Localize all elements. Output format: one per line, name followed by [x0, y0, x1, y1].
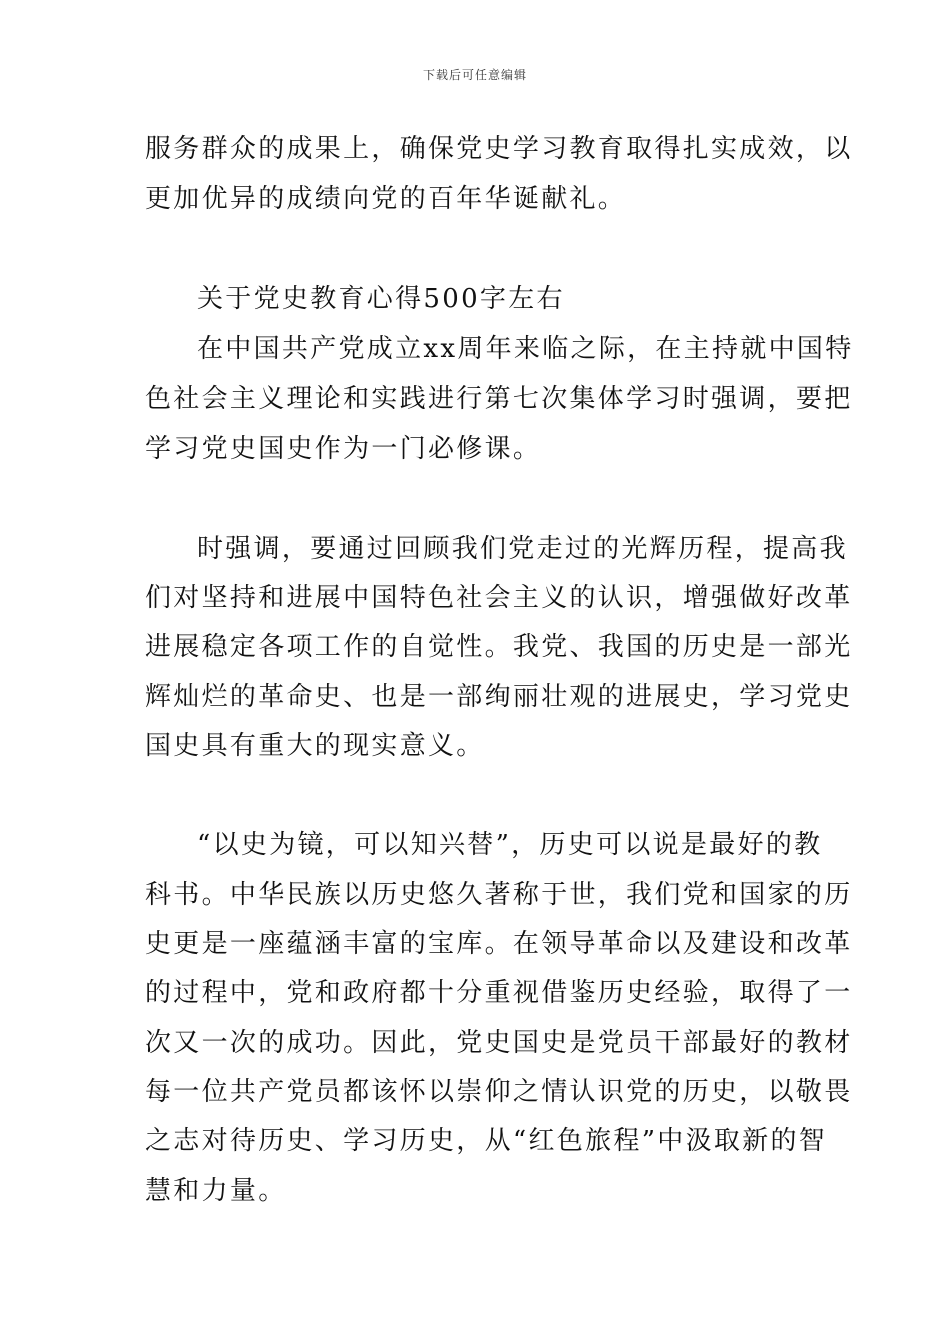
body-line: 在中国共产党成立xx周年来临之际，在主持就中国特: [197, 334, 854, 364]
body-line: 科书。中华民族以历史悠久著称于世，我们党和国家的历: [145, 880, 853, 910]
body-line: 学习党史国史作为一门必修课。: [145, 434, 542, 464]
body-line: 辉灿烂的革命史、也是一部绚丽壮观的进展史，学习党史: [145, 682, 853, 712]
body-line: 国史具有重大的现实意义。: [145, 731, 485, 761]
page-header: 下载后可任意编辑: [422, 68, 527, 82]
body-line: 服务群众的成果上，确保党史学习教育取得扎实成效，以: [145, 134, 853, 164]
body-line: “以史为镜，可以知兴替”，历史可以说是最好的教: [197, 830, 823, 860]
body-line: 色社会主义理论和实践进行第七次集体学习时强调，要把: [145, 384, 853, 414]
body-line: 们对坚持和进展中国特色社会主义的认识，增强做好改革: [145, 583, 853, 613]
section-title: 关于党史教育心得500字左右: [197, 284, 565, 314]
body-line: 次又一次的成功。因此，党史国史是党员干部最好的教材: [145, 1028, 853, 1058]
body-line: 慧和力量。: [145, 1176, 287, 1206]
body-line: 的过程中，党和政府都十分重视借鉴历史经验，取得了一: [145, 978, 853, 1008]
body-line: 史更是一座蕴涵丰富的宝库。在领导革命以及建设和改革: [145, 929, 853, 959]
body-line: 进展稳定各项工作的自觉性。我党、我国的历史是一部光: [145, 632, 853, 662]
body-line: 每一位共产党员都该怀以崇仰之情认识党的历史，以敬畏: [145, 1077, 853, 1107]
body-line: 更加优异的成绩向党的百年华诞献礼。: [145, 184, 627, 214]
body-line: 时强调，要通过回顾我们党走过的光辉历程，提高我: [197, 534, 848, 564]
body-line: 之志对待历史、学习历史，从“红色旅程”中汲取新的智: [145, 1126, 828, 1156]
